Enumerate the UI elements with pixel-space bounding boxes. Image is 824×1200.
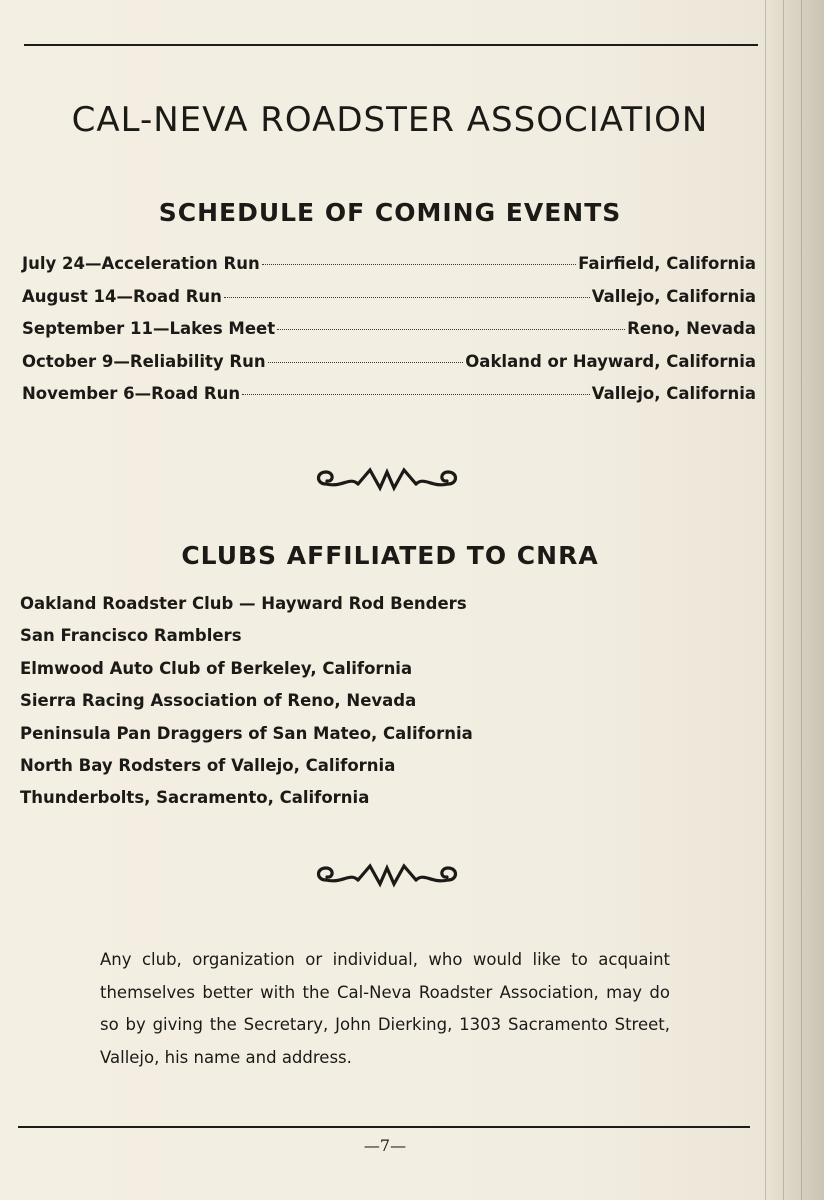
page-edge-shadow	[762, 0, 824, 1200]
membership-note: Any club, organization or individual, who would like to acquaint themselves better with the Cal-Neva Roadster Association, may do so by giving the Secretary, John Dierking, 1303 Sacramento Street, Vallejo, his name and address.	[100, 950, 670, 1067]
dot-leader	[224, 297, 590, 298]
club-item: Elmwood Auto Club of Berkeley, California	[20, 658, 413, 678]
event-name: September 11—Lakes Meet	[22, 319, 276, 338]
dot-leader	[277, 329, 625, 330]
event-location: Vallejo, California	[591, 384, 756, 403]
schedule-heading: SCHEDULE OF COMING EVENTS	[158, 198, 622, 227]
dot-leader	[242, 394, 590, 395]
clubs-list	[20, 594, 580, 821]
schedule-row	[22, 287, 756, 320]
schedule-row	[22, 319, 756, 352]
schedule-list	[22, 254, 756, 417]
page-title: CAL-NEVA ROADSTER ASSOCIATION	[71, 100, 709, 140]
event-location: Oakland or Hayward, California	[465, 351, 756, 371]
scroll-ornament-icon	[312, 462, 462, 496]
club-item: Oakland Roadster Club — Hayward Rod Benders	[20, 594, 467, 613]
club-item: North Bay Rodsters of Vallejo, California	[20, 755, 396, 775]
club-item: San Francisco Ramblers	[20, 626, 242, 646]
event-name: July 24—Acceleration Run	[22, 254, 260, 273]
event-location: Fairfield, California	[578, 254, 756, 273]
event-name: August 14—Road Run	[22, 286, 222, 306]
page-edge-line	[765, 0, 766, 1200]
schedule-row	[22, 384, 756, 417]
event-name: October 9—Reliability Run	[22, 351, 266, 371]
page-edge-line	[783, 0, 784, 1200]
top-rule	[24, 44, 758, 46]
event-location: Vallejo, California	[591, 286, 756, 306]
schedule-row	[22, 254, 756, 287]
page-edge-line	[801, 0, 802, 1200]
club-item: Peninsula Pan Draggers of San Mateo, California	[20, 723, 473, 743]
dot-leader	[262, 264, 576, 265]
clubs-heading: CLUBS AFFILIATED TO CNRA	[181, 541, 599, 570]
bottom-rule	[18, 1126, 750, 1128]
page-number: —7—	[363, 1136, 407, 1155]
event-name: November 6—Road Run	[22, 384, 241, 403]
scroll-ornament-icon	[312, 858, 462, 892]
schedule-row	[22, 352, 756, 385]
club-item: Thunderbolts, Sacramento, California	[20, 788, 370, 808]
event-location: Reno, Nevada	[627, 319, 756, 338]
dot-leader	[268, 362, 464, 363]
club-item: Sierra Racing Association of Reno, Nevada	[20, 691, 417, 711]
